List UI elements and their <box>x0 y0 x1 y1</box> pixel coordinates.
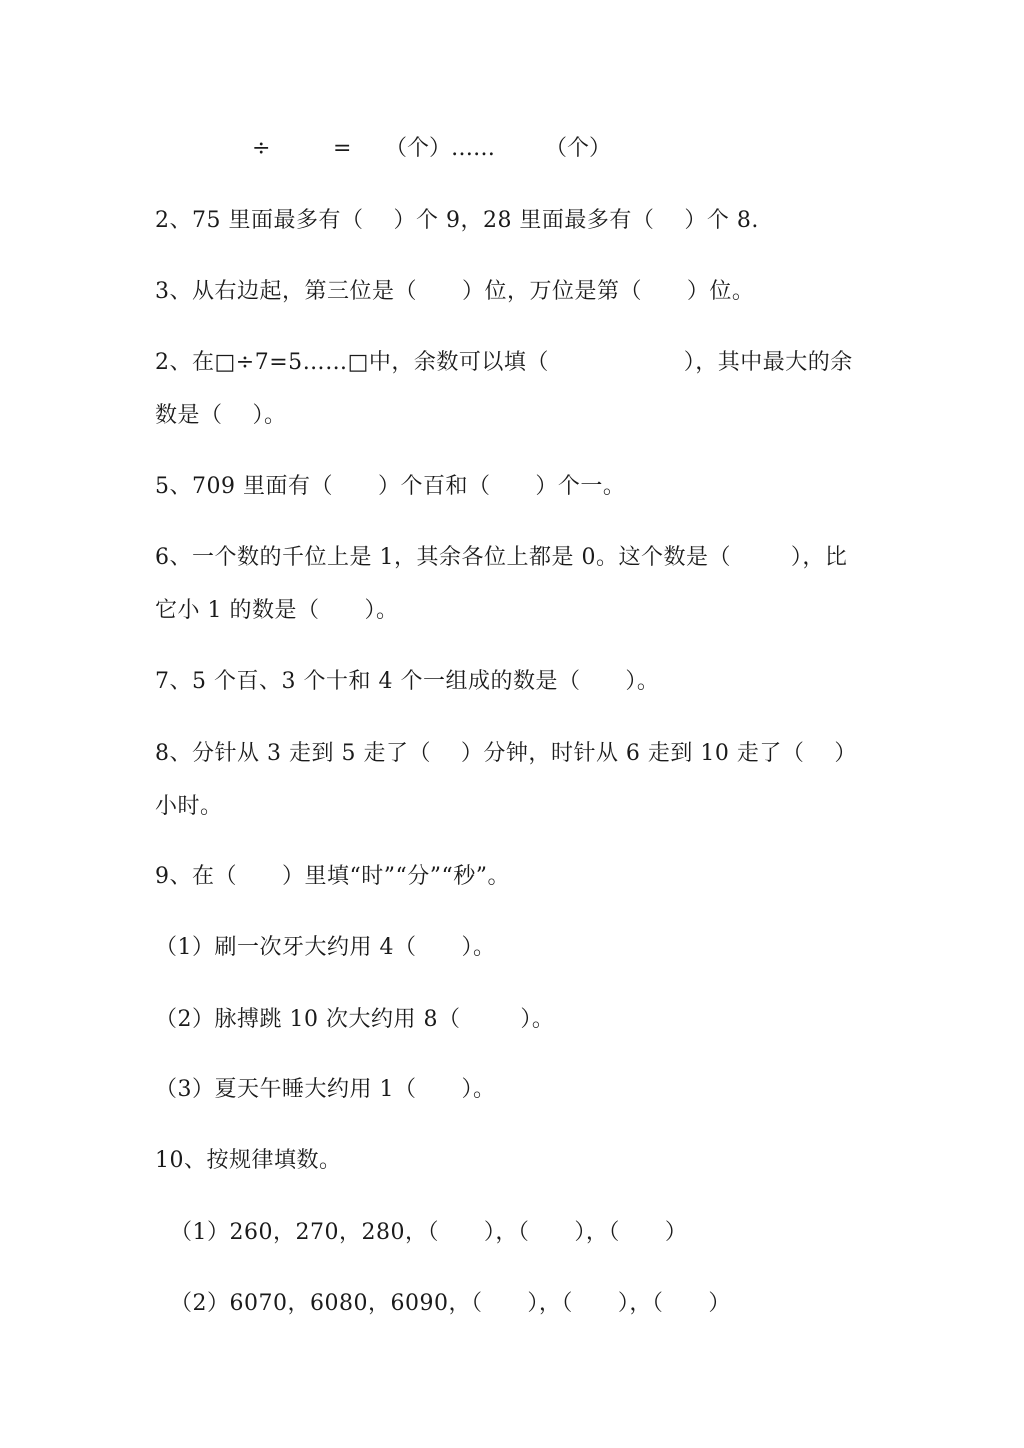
question-3: 3、从右边起，第三位是（ ）位，万位是第（ ）位。 <box>155 279 755 304</box>
question-8-line2: 小时。 <box>155 794 223 819</box>
question-10-part1: （1）260，270，280，（ ），（ ），（ ） <box>170 1220 688 1245</box>
question-7: 7、5 个百、3 个十和 4 个一组成的数是（ ）。 <box>155 669 660 694</box>
quotient-unit: （个）…… <box>385 136 496 161</box>
question-9-part3: （3）夏天午睡大约用 1（ ）。 <box>155 1077 496 1102</box>
question-10-part2: （2）6070，6080，6090，（ ），（ ），（ ） <box>170 1291 731 1316</box>
question-2b-line1: 2、在□÷7=5……□中，余数可以填（ ），其中最大的余 <box>155 350 853 375</box>
question-9: 9、在（ ）里填“时”“分”“秒”。 <box>155 864 510 889</box>
question-9-part2: （2）脉搏跳 10 次大约用 8（ ）。 <box>155 1007 555 1032</box>
equals-sign: = <box>333 136 352 161</box>
question-9-part1: （1）刷一次牙大约用 4（ ）。 <box>155 935 496 960</box>
question-5: 5、709 里面有（ ）个百和（ ）个一。 <box>155 474 626 499</box>
question-6-line2: 它小 1 的数是（ ）。 <box>155 598 399 623</box>
question-8-line1: 8、分针从 3 走到 5 走了（ ）分钟，时针从 6 走到 10 走了（ ） <box>155 741 857 766</box>
question-10: 10、按规律填数。 <box>155 1148 342 1173</box>
remainder-unit: （个） <box>545 136 612 161</box>
divide-sign: ÷ <box>252 136 271 161</box>
question-2b-line2: 数是（ ）。 <box>155 403 287 428</box>
question-6-line1: 6、一个数的千位上是 1，其余各位上都是 0。这个数是（ ），比 <box>155 545 848 570</box>
question-2a: 2、75 里面最多有（ ）个 9，28 里面最多有（ ）个 8. <box>155 208 759 233</box>
